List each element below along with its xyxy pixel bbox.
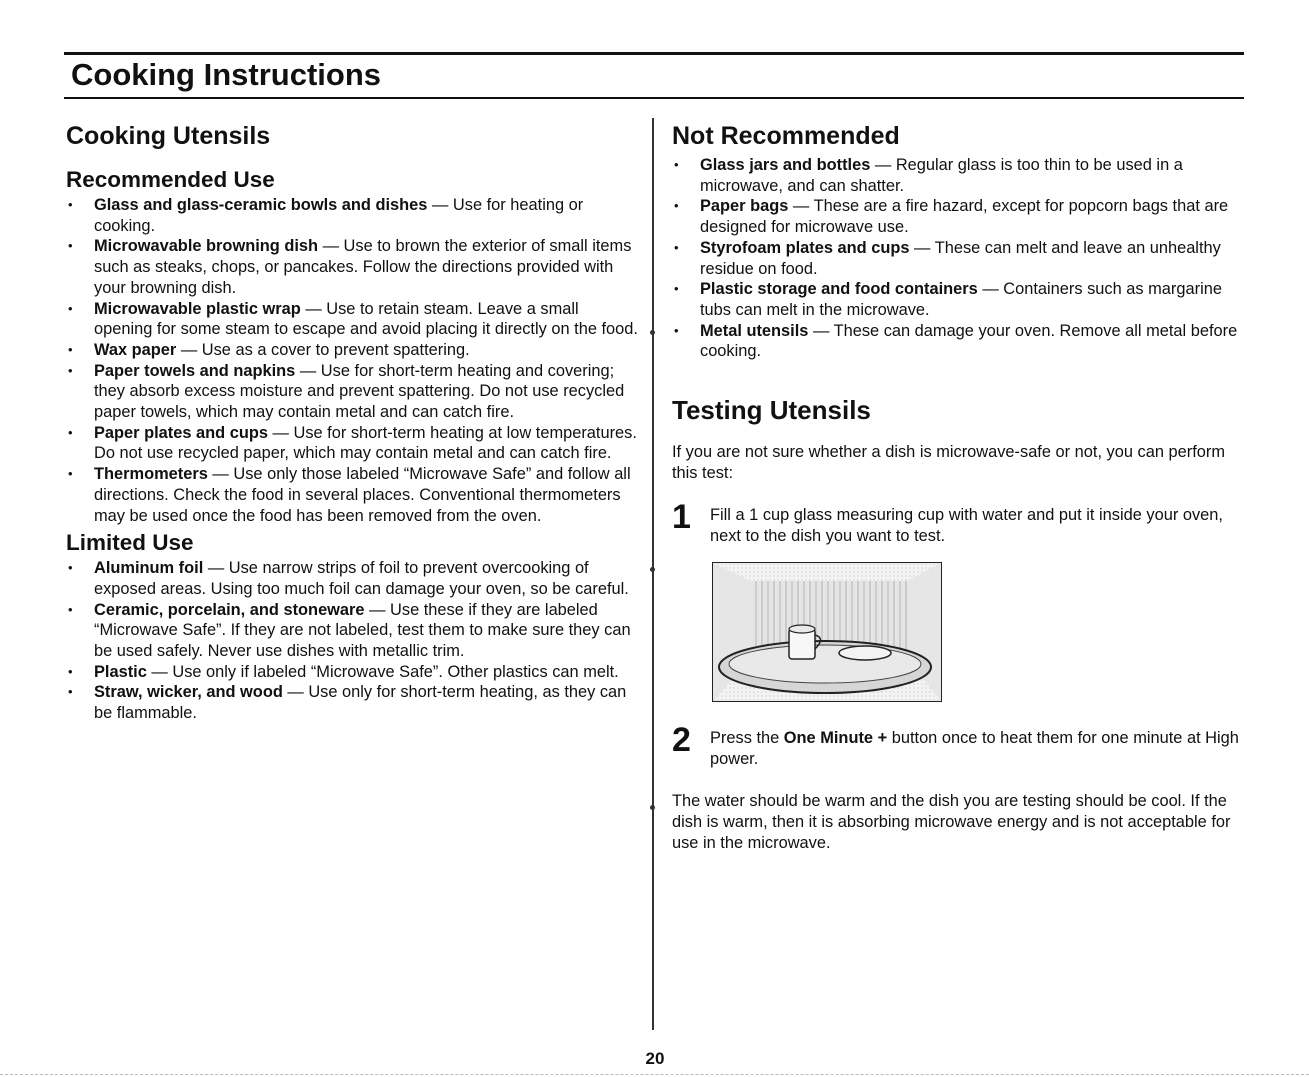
list-item: • Paper towels and napkins — Use for short-term heating and covering; they absorb excess moisture and prevent spattering. Do not use recycled paper towels, which may contain metal and can catch fire.	[66, 361, 638, 423]
recommended-use-heading: Recommended Use	[66, 167, 275, 192]
list-item: • Ceramic, porcelain, and stoneware — Use these if they are labeled “Microwave Safe”. If they are not labeled, test them to make sure they can be used safely. Never use dishes with metallic trim.	[66, 600, 638, 662]
recommended-use-list	[66, 195, 638, 526]
header-rule-bottom	[64, 97, 1244, 99]
cooking-utensils-heading: Cooking Utensils	[66, 122, 271, 150]
limited-use-heading: Limited Use	[66, 530, 194, 556]
column-divider	[652, 118, 654, 1030]
list-item: • Paper bags — These are a fire hazard, except for popcorn bags that are designed for microwave use.	[672, 196, 1247, 237]
microwave-interior-image	[713, 563, 941, 701]
testing-conclusion: The water should be warm and the dish you are testing should be cool. If the dish is warm, then it is absorbing microwave energy and is not acceptable for use in the microwave.	[672, 792, 1231, 852]
step-number: 2	[672, 720, 691, 759]
divider-dot	[650, 330, 655, 335]
list-item: • Plastic — Use only if labeled “Microwave Safe”. Other plastics can melt.	[66, 662, 638, 683]
page-number: 20	[640, 1049, 670, 1069]
list-item: • Styrofoam plates and cups — These can melt and leave an unhealthy residue on food.	[672, 238, 1247, 279]
list-item: • Straw, wicker, and wood — Use only for short-term heating, as they can be flammable.	[66, 682, 638, 723]
microwave-test-illustration	[712, 562, 942, 702]
list-item: • Microwavable plastic wrap — Use to retain steam. Leave a small opening for some steam to escape and avoid placing it directly on the food.	[66, 299, 638, 340]
not-recommended-list	[672, 155, 1247, 362]
divider-dot	[650, 567, 655, 572]
testing-utensils-heading: Testing Utensils	[672, 395, 871, 426]
list-item: • Wax paper — Use as a cover to prevent spattering.	[66, 340, 638, 361]
list-item: • Microwavable browning dish — Use to brown the exterior of small items such as steaks, chops, or pancakes. Follow the directions provided with your browning dish.	[66, 236, 638, 298]
not-recommended-heading: Not Recommended	[672, 122, 900, 150]
divider-dot	[650, 805, 655, 810]
list-item: • Paper plates and cups — Use for short-term heating at low temperatures. Do not use recycled paper, which may contain metal and can catch fire.	[66, 423, 638, 464]
list-item: • Glass jars and bottles — Regular glass is too thin to be used in a microwave, and can shatter.	[672, 155, 1247, 196]
step-text: Fill a 1 cup glass measuring cup with water and put it inside your oven, next to the dish you want to test.	[710, 506, 1223, 546]
list-item: • Metal utensils — These can damage your oven. Remove all metal before cooking.	[672, 321, 1247, 362]
left-column	[66, 118, 638, 724]
page-title: Cooking Instructions	[71, 57, 381, 92]
list-item: • Glass and glass-ceramic bowls and dishes — Use for heating or cooking.	[66, 195, 638, 236]
step-2: 2 Press the One Minute + button once to heat them for one minute at High power.	[672, 720, 1239, 768]
one-minute-button-label: One Minute +	[783, 728, 888, 747]
limited-use-list	[66, 558, 638, 724]
step-1	[672, 498, 1247, 546]
testing-intro: If you are not sure whether a dish is microwave-safe or not, you can perform this test:	[672, 443, 1225, 482]
right-column	[672, 118, 1247, 853]
list-item: • Aluminum foil — Use narrow strips of foil to prevent overcooking of exposed areas. Using too much foil can damage your oven, so be careful.	[66, 558, 638, 599]
step-number: 1	[672, 498, 691, 537]
list-item: • Thermometers — Use only those labeled “Microwave Safe” and follow all directions. Check the food in several places. Conventional thermometers may be used once the food has been removed from the oven.	[66, 464, 638, 526]
list-item: • Plastic storage and food containers — Containers such as margarine tubs can melt in the microwave.	[672, 279, 1247, 320]
